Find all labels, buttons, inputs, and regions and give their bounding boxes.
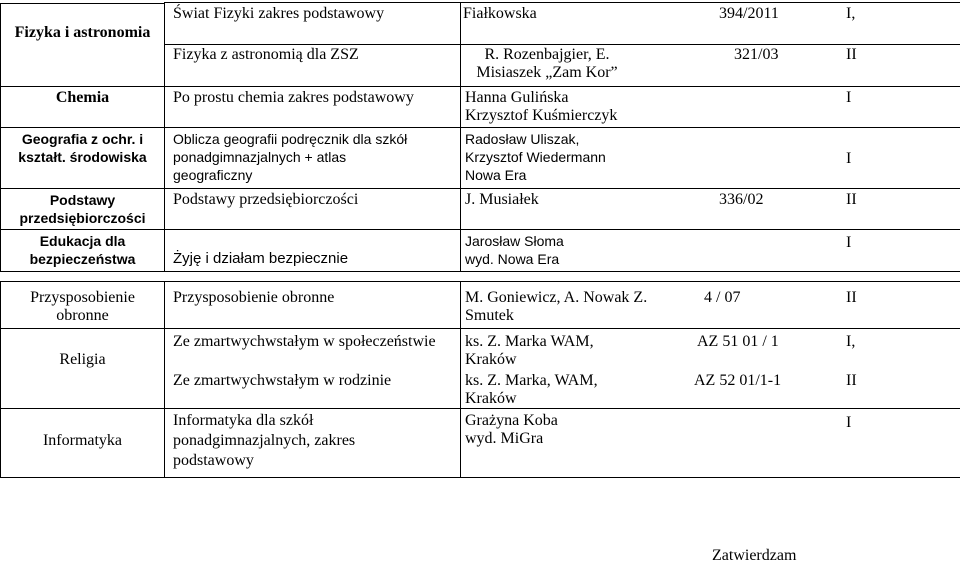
subject-cell: przedsiębiorczości — [19, 210, 146, 226]
level-cell: I — [846, 89, 852, 106]
number-cell: AZ 52 01/1-1 — [694, 372, 782, 389]
author-cell: Krzysztof Wiedermann — [465, 149, 606, 165]
level-cell: I, — [846, 5, 856, 22]
subject-cell: Chemia — [55, 89, 110, 106]
author-cell: J. Musiałek — [465, 191, 539, 208]
author-cell: Misiaszek „Zam Kor” — [476, 64, 618, 81]
title-cell: geograficzny — [173, 167, 253, 183]
title-cell: Ze zmartwychwstałym w społeczeństwie — [173, 333, 436, 350]
author-cell: Radosław Uliszak, — [465, 131, 580, 147]
level-cell: I — [846, 414, 852, 431]
approval-text: Zatwierdzam — [712, 547, 797, 564]
level-cell: I — [846, 234, 852, 251]
title-cell: Przysposobienie obronne — [173, 289, 335, 306]
subject-cell: Fizyka i astronomia — [14, 24, 151, 41]
author-cell: wyd. Nowa Era — [465, 251, 560, 267]
subject-cell: Edukacja dla — [39, 233, 126, 249]
author-cell: M. Goniewicz, A. Nowak Z. — [465, 289, 648, 306]
author-cell: Nowa Era — [465, 167, 527, 183]
level-cell: I, — [846, 333, 856, 350]
author-cell: ks. Z. Marka WAM, — [465, 333, 594, 350]
level-cell: II — [846, 191, 857, 208]
author-cell: wyd. MiGra — [465, 430, 544, 447]
author-cell: Hanna Gulińska — [465, 89, 569, 106]
title-cell: Informatyka dla szkół — [173, 412, 314, 429]
subject-cell: obronne — [56, 307, 109, 324]
author-cell: Krzysztof Kuśmierczyk — [465, 107, 618, 124]
level-cell: II — [846, 289, 857, 306]
author-cell: Kraków — [465, 390, 517, 407]
title-cell: Świat Fizyki zakres podstawowy — [173, 5, 385, 22]
title-cell: podstawowy — [173, 452, 254, 469]
subject-cell: Podstawy — [49, 192, 116, 208]
author-cell: ks. Z. Marka, WAM, — [465, 372, 598, 389]
number-cell: AZ 51 01 / 1 — [697, 333, 779, 350]
title-cell: Po prostu chemia zakres podstawowy — [173, 89, 414, 106]
level-cell: II — [846, 46, 857, 63]
number-cell: 321/03 — [734, 46, 779, 63]
subject-cell: Religia — [59, 351, 106, 368]
subject-cell: kształt. środowiska — [18, 149, 147, 165]
number-cell: 4 / 07 — [704, 289, 741, 306]
subject-cell: Geografia z ochr. i — [21, 131, 144, 147]
subject-cell: bezpieczeństwa — [29, 251, 136, 267]
author-cell: Grażyna Koba — [465, 412, 558, 429]
level-cell: II — [846, 372, 857, 389]
author-cell: Fiałkowska — [463, 5, 537, 22]
title-cell: ponadgimnazjalnych + atlas — [173, 149, 347, 165]
title-cell: ponadgimnazjalnych, zakres — [173, 432, 356, 449]
title-cell: Podstawy przedsiębiorczości — [173, 191, 359, 208]
title-cell: Żyję i działam bezpiecznie — [173, 250, 349, 267]
subject-cell: Informatyka — [42, 432, 123, 449]
level-cell: I — [846, 150, 852, 167]
title-cell: Ze zmartwychwstałym w rodzinie — [173, 372, 392, 389]
number-cell: 394/2011 — [719, 5, 779, 22]
number-cell: 336/02 — [719, 191, 764, 208]
author-cell: Smutek — [465, 307, 514, 324]
title-cell: Oblicza geografii podręcznik dla szkół — [173, 131, 408, 147]
author-cell: Kraków — [465, 351, 517, 368]
title-cell: Fizyka z astronomią dla ZSZ — [173, 46, 359, 63]
subject-cell: Przysposobienie — [30, 289, 135, 306]
author-cell: Jarosław Słoma — [465, 233, 564, 249]
author-cell: R. Rozenbajgier, E. — [484, 46, 610, 63]
